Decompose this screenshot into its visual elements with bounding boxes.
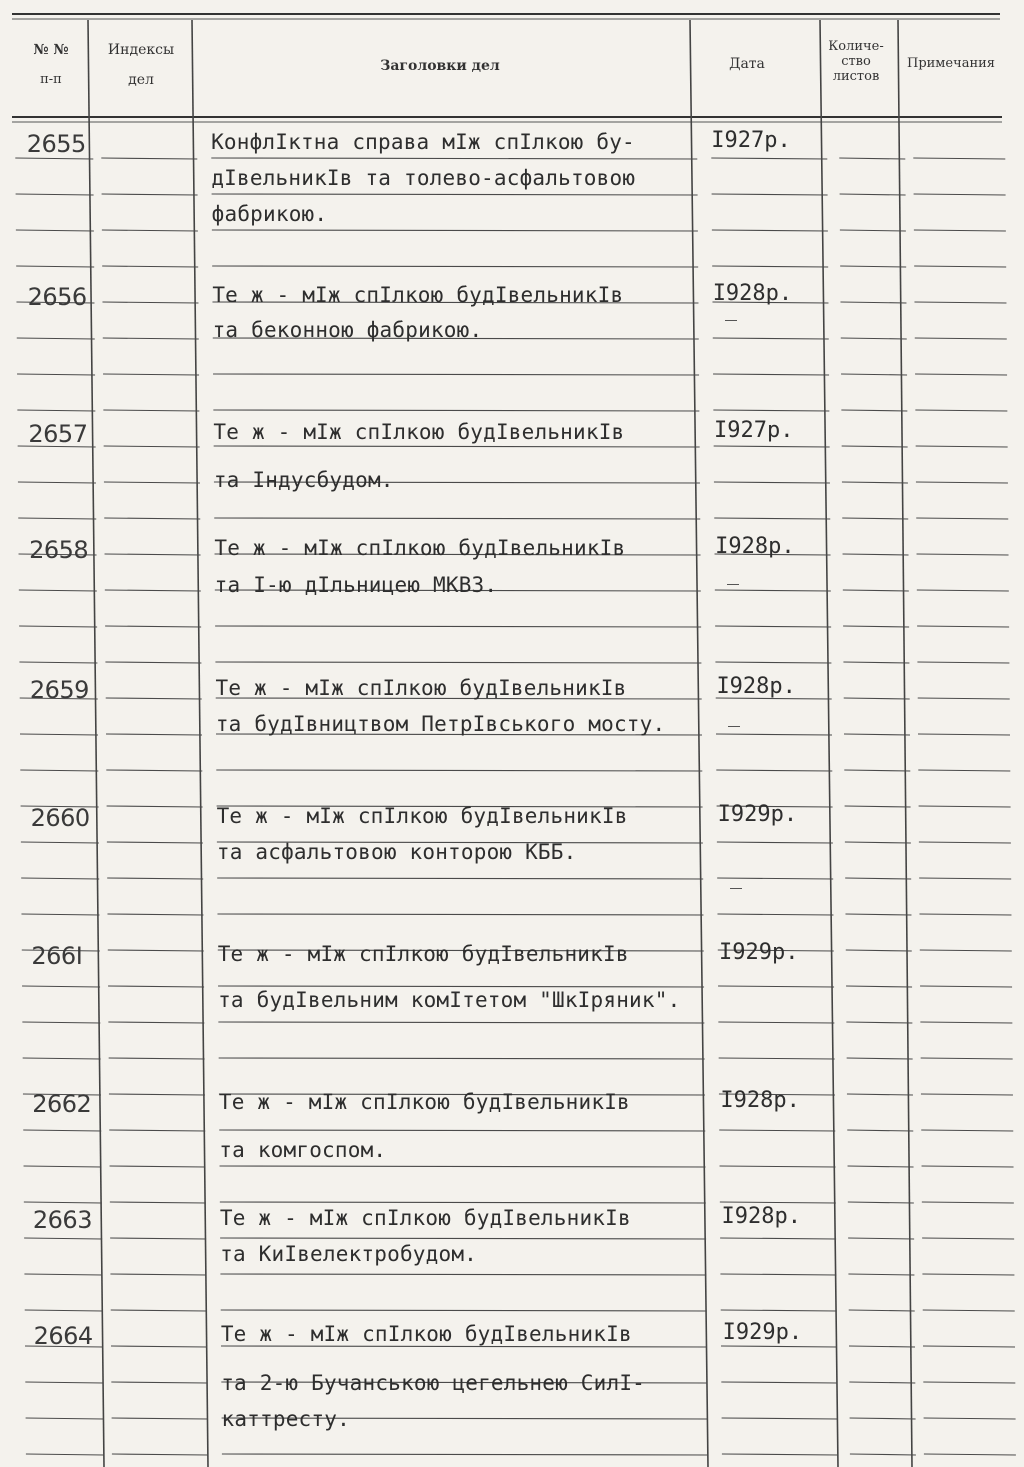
header-index-sub: дел (128, 71, 154, 88)
ruled-line (845, 806, 911, 807)
ditto-dash (730, 888, 742, 889)
record-date: I928р. (716, 674, 796, 699)
ruled-line (212, 230, 698, 231)
record-number: 2657 (28, 420, 88, 448)
ruled-line (107, 914, 203, 915)
ruled-line (26, 1418, 104, 1419)
ruled-line (849, 1346, 915, 1347)
ruled-line (713, 410, 829, 411)
record-title-line: та 2-ю Бучанською цегельнею СилI- (221, 1371, 646, 1395)
ruled-line (848, 1202, 914, 1203)
ruled-line (841, 338, 907, 339)
ruled-line (920, 950, 1012, 951)
header-number-label: № № (33, 42, 69, 58)
record-date: I928р. (720, 1088, 800, 1113)
record-title-line: Те ж - мIж спIлкою будIвельникIв (213, 420, 625, 444)
header-date-column: Дата (729, 56, 765, 72)
ruled-line (922, 1238, 1014, 1239)
record-number: 2658 (29, 536, 89, 564)
ruled-line (220, 1166, 706, 1167)
ruled-line (715, 626, 831, 627)
ruled-line (26, 1454, 104, 1455)
record-number: 2663 (32, 1206, 92, 1234)
ruled-line (218, 986, 704, 987)
ruled-line (103, 410, 199, 411)
ruled-line (713, 338, 829, 339)
ruled-line (109, 1058, 205, 1059)
record-date: I927р. (711, 128, 791, 153)
ruled-line (212, 194, 698, 195)
ruled-line (848, 1238, 914, 1239)
ruled-line (212, 266, 698, 267)
record-number: 2659 (29, 676, 89, 704)
record-title-line: та будIвельним комIтетом "ШкIряник". (218, 988, 681, 1012)
record-title-line: та комгоспом. (219, 1138, 387, 1162)
ruled-line (918, 734, 1010, 735)
ruled-line (916, 482, 1008, 483)
ruled-line (217, 878, 703, 879)
ruled-line (924, 1454, 1016, 1455)
header-count-line2: ство (841, 53, 871, 69)
ruled-line (919, 878, 1011, 879)
record-date: I928р. (721, 1204, 801, 1229)
ruled-line (220, 1202, 706, 1203)
ruled-line (711, 158, 827, 159)
record-number: 2660 (30, 804, 90, 832)
ruled-line (221, 1346, 707, 1347)
ruled-line (216, 770, 702, 771)
ruled-line (846, 1022, 912, 1023)
ditto-dash (725, 320, 737, 321)
ruled-line (102, 194, 198, 195)
ruled-line (717, 914, 833, 915)
ruled-line (847, 1094, 913, 1095)
ruled-line (923, 1346, 1015, 1347)
record-title-line: та будIвництвом ПетрIвського мосту. (215, 712, 666, 736)
header-number-sub: п-п (40, 71, 62, 87)
ditto-dash (727, 584, 739, 585)
ruled-line (840, 230, 906, 231)
ruled-line (845, 878, 911, 879)
ruled-line (840, 302, 906, 303)
ruled-line (16, 266, 94, 267)
ruled-line (15, 158, 93, 159)
ruled-line (16, 230, 94, 231)
ruled-line (19, 626, 97, 627)
ruled-line (107, 878, 203, 879)
ruled-line (111, 1382, 207, 1383)
ruled-line (916, 446, 1008, 447)
ruled-line (111, 1310, 207, 1311)
record-title-line: КонфлIктна справа мIж спIлкою бу- (211, 130, 635, 154)
header-count-column (818, 40, 894, 85)
ruled-line (922, 1202, 1014, 1203)
ruled-line (843, 554, 909, 555)
ruled-line (222, 1454, 708, 1455)
ruled-line (220, 1274, 706, 1275)
ruled-line (109, 1130, 205, 1131)
ruled-line (850, 1454, 916, 1455)
ruled-line (843, 662, 909, 663)
record-title-line: та I-ю дIльницею МКВЗ. (214, 573, 498, 597)
ruled-line (848, 1274, 914, 1275)
ruled-line (22, 1022, 100, 1023)
ruled-line (923, 1310, 1015, 1311)
ruled-line (842, 446, 908, 447)
record-title-line: Те ж - мIж спIлкою будIвельникIв (215, 676, 627, 700)
record-title-line: фабрикою. (211, 202, 328, 226)
ruled-line (923, 1382, 1015, 1383)
header-title-column: Заголовки дел (380, 58, 500, 74)
ruled-line (720, 1238, 836, 1239)
ruled-line (847, 1130, 913, 1131)
ruled-line (217, 914, 703, 915)
ruled-line (717, 842, 833, 843)
record-title-line: Те ж - мIж спIлкою будIвельникIв (217, 942, 629, 966)
ruled-line (917, 626, 1009, 627)
record-title-line: та беконною фабрикою. (212, 318, 483, 342)
ruled-line (21, 842, 99, 843)
header-index-column (96, 42, 186, 89)
ruled-line (845, 842, 911, 843)
ruled-line (841, 374, 907, 375)
ruled-line (720, 1274, 836, 1275)
ruled-line (919, 914, 1011, 915)
ruled-line (213, 374, 699, 375)
ruled-line (17, 374, 95, 375)
record-title-line: Те ж - мIж спIлкою будIвельникIв (212, 283, 624, 307)
ruled-line (106, 698, 202, 699)
header-notes-column: Примечания (906, 56, 995, 71)
ruled-line (720, 1202, 836, 1203)
record-number: 2656 (27, 283, 87, 311)
ruled-line (219, 1058, 705, 1059)
ruled-line (849, 1382, 915, 1383)
ruled-line (715, 590, 831, 591)
ruled-line (19, 662, 97, 663)
ruled-line (915, 410, 1007, 411)
ruled-line (213, 410, 699, 411)
ruled-line (914, 230, 1006, 231)
ruled-line (849, 1310, 915, 1311)
header-count-line1: Количе- (828, 39, 884, 54)
ruled-line (839, 158, 905, 159)
ruled-line (722, 1454, 838, 1455)
ruled-line (21, 914, 99, 915)
ruled-line (921, 1130, 1013, 1131)
ruled-line (915, 338, 1007, 339)
ruled-line (716, 770, 832, 771)
record-title-line: Те ж - мIж спIлкою будIвельникIв (220, 1322, 632, 1346)
ruled-line (108, 1022, 204, 1023)
ruled-line (16, 194, 94, 195)
ruled-line (916, 518, 1008, 519)
ruled-line (843, 626, 909, 627)
ruled-line (918, 770, 1010, 771)
ruled-line (842, 482, 908, 483)
ruled-line (24, 1238, 102, 1239)
ruled-line (105, 554, 201, 555)
ruled-line (719, 1058, 835, 1059)
ruled-line (214, 446, 700, 447)
ruled-line (846, 950, 912, 951)
record-title-line: дIвельникIв та толево-асфальтовою (211, 166, 636, 190)
ruled-line (848, 1166, 914, 1167)
ruled-line (106, 770, 202, 771)
record-title-line: Те ж - мIж спIлкою будIвельникIв (216, 804, 628, 828)
ruled-line (917, 590, 1009, 591)
ruled-line (917, 662, 1009, 663)
ruled-line (718, 1022, 834, 1023)
ruled-line (103, 374, 199, 375)
ruled-line (924, 1418, 1016, 1419)
ruled-line (846, 986, 912, 987)
ruled-line (712, 266, 828, 267)
record-date: I929р. (717, 802, 798, 827)
ruled-line (24, 1274, 102, 1275)
ruled-line (102, 266, 198, 267)
ruled-line (104, 518, 200, 519)
ruled-line (920, 986, 1012, 987)
ruled-line (24, 1202, 102, 1203)
ruled-line (221, 1310, 707, 1311)
ruled-line (714, 518, 830, 519)
record-date: I929р. (718, 940, 799, 965)
record-number: 2662 (32, 1090, 92, 1118)
ruled-line (913, 158, 1005, 159)
ruled-line (845, 914, 911, 915)
ruled-line (844, 698, 910, 699)
ruled-line (17, 410, 95, 411)
ruled-line (23, 1058, 101, 1059)
record-number: 2655 (26, 130, 86, 158)
ruled-line (22, 986, 100, 987)
ruled-line (105, 662, 201, 663)
ruled-line (104, 482, 200, 483)
ruled-line (112, 1454, 208, 1455)
ruled-line (102, 230, 198, 231)
ruled-line (105, 590, 201, 591)
ruled-line (25, 1382, 103, 1383)
ruled-line (844, 770, 910, 771)
ruled-line (921, 1094, 1013, 1095)
record-date: I929р. (722, 1320, 803, 1345)
ruled-line (17, 338, 95, 339)
ruled-line (919, 842, 1011, 843)
ruled-line (211, 158, 697, 159)
ruled-line (112, 1418, 208, 1419)
ruled-line (214, 518, 700, 519)
ruled-line (220, 1238, 706, 1239)
record-number: 266I (31, 942, 83, 970)
ruled-line (19, 590, 97, 591)
ruled-line (716, 734, 832, 735)
ruled-line (20, 734, 98, 735)
record-date: I928р. (712, 281, 793, 306)
ruled-line (106, 734, 202, 735)
ruled-line (850, 1418, 916, 1419)
ruled-line (21, 878, 99, 879)
header-number-column (18, 42, 84, 88)
ruled-line (109, 1094, 205, 1095)
ruled-line (841, 410, 907, 411)
ruled-line (18, 518, 96, 519)
ruled-line (919, 806, 1011, 807)
ruled-line (111, 1346, 207, 1347)
header-count-line3: листов (832, 68, 880, 84)
record-title-line: каттресту. (221, 1407, 350, 1431)
ruled-line (915, 374, 1007, 375)
ruled-line (218, 1022, 704, 1023)
record-title-line: та Iндусбудом. (213, 468, 394, 492)
ruled-line (920, 1022, 1012, 1023)
record-date: I927р. (714, 418, 794, 443)
ruled-line (101, 158, 197, 159)
ruled-line (914, 194, 1006, 195)
ditto-dash (728, 726, 740, 727)
ruled-line (918, 698, 1010, 699)
ruled-line (714, 482, 830, 483)
ruled-line (840, 266, 906, 267)
ruled-line (917, 554, 1009, 555)
ruled-line (721, 1382, 837, 1383)
ruled-line (23, 1130, 101, 1131)
ruled-line (712, 194, 828, 195)
record-date: I928р. (715, 534, 795, 559)
ruled-line (840, 194, 906, 195)
ruled-line (108, 950, 204, 951)
ruled-line (110, 1274, 206, 1275)
ruled-line (842, 518, 908, 519)
ruled-line (110, 1238, 206, 1239)
ruled-line (719, 1130, 835, 1131)
ruled-line (102, 302, 198, 303)
ruled-line (215, 662, 701, 663)
header-index-label: Индексы (107, 42, 175, 58)
ruled-line (714, 446, 830, 447)
ruled-line (24, 1166, 102, 1167)
record-title-line: та КиIвелектробудом. (220, 1242, 478, 1266)
ruled-line (712, 230, 828, 231)
ruled-line (110, 1166, 206, 1167)
ruled-line (914, 302, 1006, 303)
ruled-line (107, 842, 203, 843)
ruled-line (718, 986, 834, 987)
ruled-line (721, 1310, 837, 1311)
ruled-line (107, 806, 203, 807)
ruled-line (18, 482, 96, 483)
record-title-line: Те ж - мIж спIлкою будIвельникIв (219, 1206, 631, 1230)
ruled-line (922, 1274, 1014, 1275)
ruled-line (215, 626, 701, 627)
ruled-line (844, 734, 910, 735)
ruled-line (722, 1418, 838, 1419)
ruled-line (715, 662, 831, 663)
record-title-line: та асфальтовою конторою КББ. (216, 840, 577, 864)
ruled-line (103, 338, 199, 339)
ruled-line (105, 626, 201, 627)
ruled-line (847, 1058, 913, 1059)
ruled-line (721, 1346, 837, 1347)
ruled-line (720, 1166, 836, 1167)
ruled-line (921, 1058, 1013, 1059)
record-title-line: Те ж - мIж спIлкою будIвельникIв (218, 1090, 630, 1114)
ruled-line (25, 1310, 103, 1311)
ruled-line (104, 446, 200, 447)
record-number: 2664 (33, 1322, 93, 1350)
ruled-line (108, 986, 204, 987)
ruled-line (914, 266, 1006, 267)
ruled-line (110, 1202, 206, 1203)
ruled-line (717, 878, 833, 879)
ruled-line (713, 374, 829, 375)
ruled-line (20, 770, 98, 771)
ruled-line (843, 590, 909, 591)
ruled-line (922, 1166, 1014, 1167)
ruled-line (219, 1130, 705, 1131)
record-title-line: Те ж - мIж спIлкою будIвельникIв (214, 536, 626, 560)
